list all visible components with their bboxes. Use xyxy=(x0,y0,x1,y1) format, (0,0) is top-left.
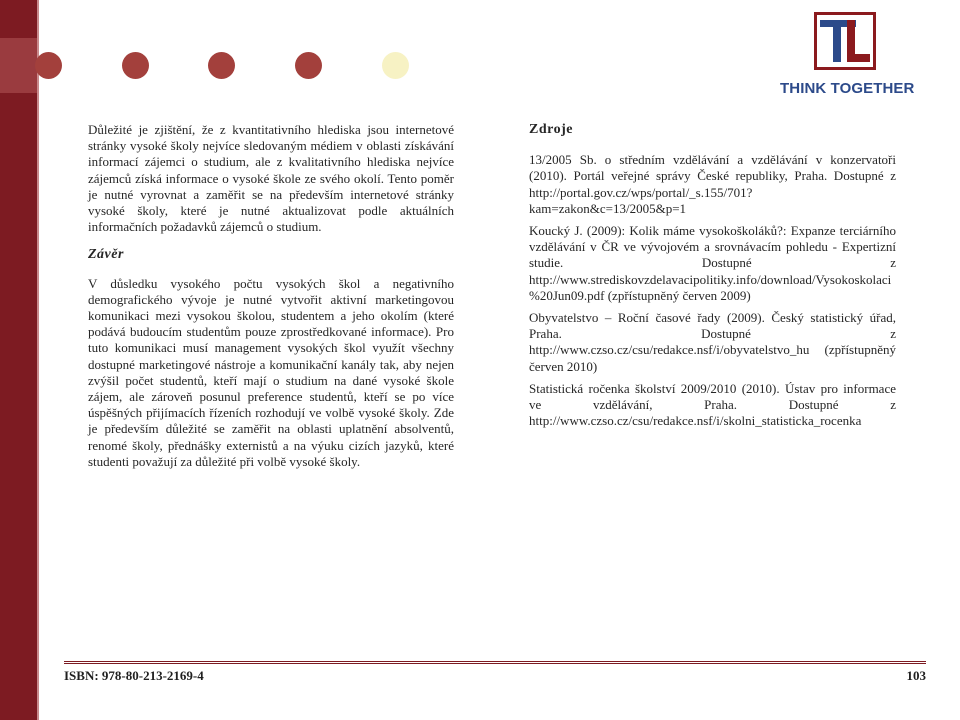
left-decorative-bar xyxy=(0,0,37,720)
references-column xyxy=(529,122,896,435)
decorative-dot-4 xyxy=(295,52,322,79)
reference-item: Koucký J. (2009): Kolik máme vysokoškoláků?: Expanze terciárního vzdělávání v ČR ve vývojovém a srovnávacím pohledu - Expertizní studie. Dostupné z http://www.strediskovzdelavacipolitiky.info/download/Vysokoskolaci%20Jun09.pdf (zpřístupněný červen 2009) xyxy=(529,223,896,303)
think-together-logo xyxy=(780,10,926,100)
decorative-dot-1 xyxy=(35,52,62,79)
conclusion-heading: Závěr xyxy=(88,247,124,263)
conclusion-paragraph: V důsledku vysokého počtu vysokých škol a negativního demografického vývoje je nutné vytvořit aktivní marketingovou komunikaci mezi vysokou školou, studentem a jeho okolím (které podává budoucím studentům pouze zprostředkované informace). Pro tuto komunikaci musí management vysokých škol využít všechny dostupné marketingové nástroje a komunikační kanály tak, aby nejen zvýšil počet studentů, kteří mají o studium na dané vysoké škole zájem, ale zároveň posunul preference studentů, kteří se po více úspěšných přijímacích řízeních rozhodují ve volbě vysoké školy. Zde je především důležité se zaměřit na oblasti uplatnění absolventů, renomé školy, přednášky externistů a na výuku cizích jazyků, které studenti považují za důležité při volbě vysoké školy. xyxy=(88,275,454,469)
footer-divider-second xyxy=(64,663,926,664)
intro-paragraph: Důležité je zjištění, že z kvantitativního hlediska jsou internetové stránky vysoké školy nejvíce sledovaným médiem v oblasti získávání informací zájemci o studium, ale z kvalitativního hlediska nejvíce zájemců získá informace o vysoké škole ze svého okolí. Tento poměr je nutné vyrovnat a zaměřit se na především internetové stránky vysoké školy, které je nutné aktualizovat podle aktuálních informačních požadavků zájemců o studium. xyxy=(88,122,454,235)
reference-item: Statistická ročenka školství 2009/2010 (2010). Ústav pro informace ve vzdělávání, Praha. Dostupné z http://www.czso.cz/csu/redakce.nsf/i/skolni_statisticka_rocenka xyxy=(529,380,896,429)
reference-item: Obyvatelstvo – Roční časové řady (2009). Český statistický úřad, Praha. Dostupné z http://www.czso.cz/csu/redakce.nsf/i/obyvatelstvo_hu (zpřístupněný červen 2010) xyxy=(529,310,896,374)
left-bar-edge xyxy=(37,0,39,720)
references-heading: Zdroje xyxy=(529,122,573,137)
decorative-dot-3 xyxy=(208,52,235,79)
logo-tagline: THINK TOGETHER xyxy=(780,80,915,97)
left-bar-accent-block xyxy=(0,38,37,93)
decorative-dot-2 xyxy=(122,52,149,79)
page-number: 103 xyxy=(906,668,926,683)
footer-isbn: ISBN: 978-80-213-2169-4 xyxy=(64,668,204,683)
decorative-dot-5 xyxy=(382,52,409,79)
footer-divider xyxy=(64,661,926,662)
left-text-column xyxy=(88,122,454,470)
logo-frame xyxy=(814,12,876,70)
reference-item: 13/2005 Sb. o středním vzdělávání a vzdělávání v konzervatoři (2010). Portál veřejné správy České republiky, Praha. Dostupné z http://portal.gov.cz/wps/portal/_s.155/701?kam=zakon&c=13/2005&p=1 xyxy=(529,152,896,216)
tl-monogram-icon xyxy=(817,15,873,67)
